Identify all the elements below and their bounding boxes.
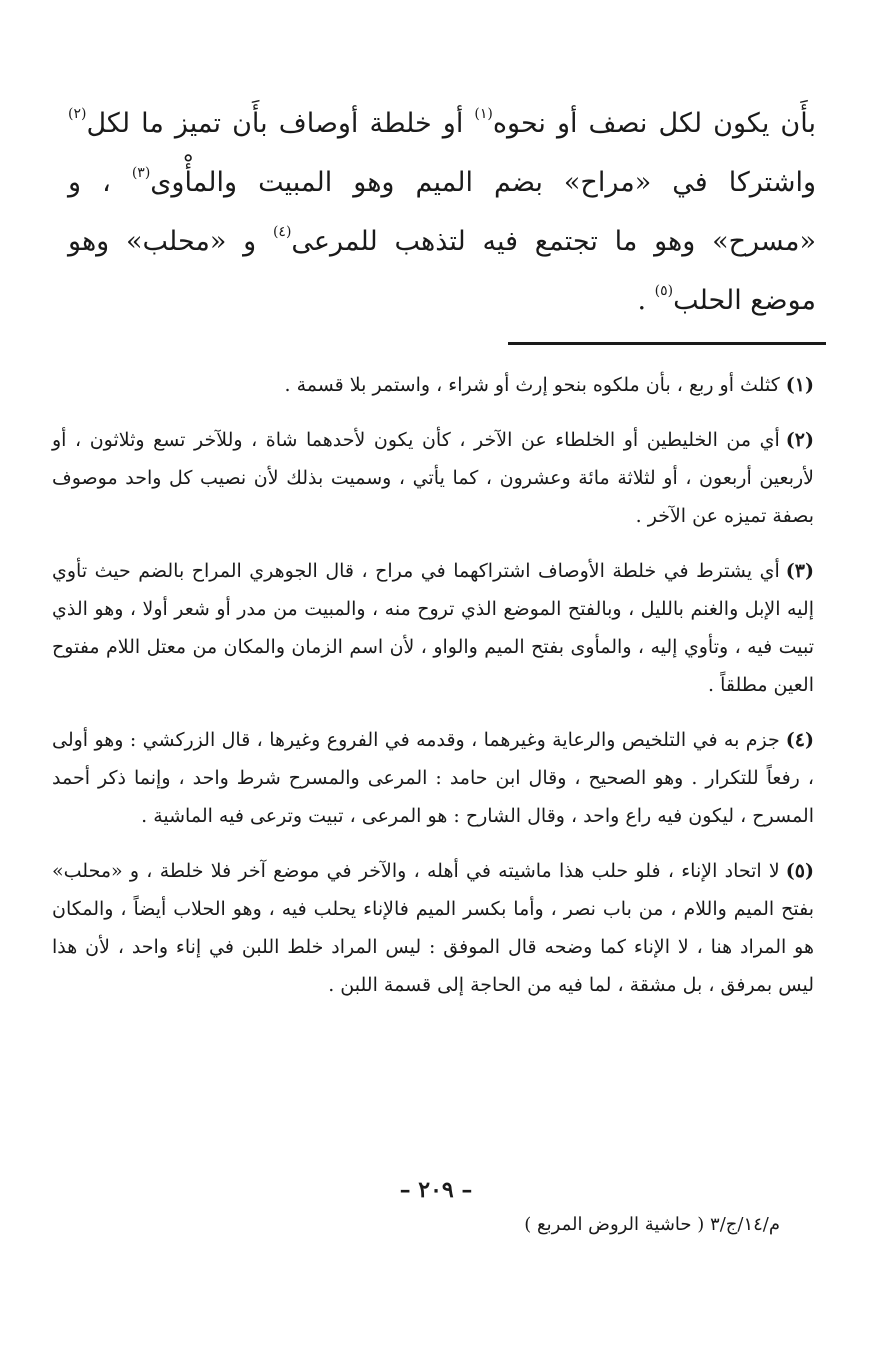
footnote-number: (٢): [785, 429, 814, 451]
footnote-text: لا اتحاد الإناء ، فلو حلب هذا ماشيته في أهله ، والآخر في موضع آخر فلا خلطة ، و «محلب» بفتح الميم واللام ، من باب نصر ، وأما بكسر الميم فالإناء يحلب فيه ، وهو الحلاب أيضاً ، والمكان هو المراد هنا ، لا الإناء كما وضحه قال الموفق : ليس المراد خلط اللبن في إناء واحد ، لأن هذا ليس بمرفق ، بل مشقة ، لما فيه من الحاجة إلى قسمة اللبن .: [52, 860, 814, 996]
footnote-text: جزم به في التلخيص والرعاية وغيرهما ، وقدمه في الفروع وغيرها ، قال الزركشي : وهو أولى ، رفعاً للتكرار . وهو الصحيح ، وقال ابن حامد : المرعى والمسرح شرط واحد ، وإنما ذكر أحمد المسرح ، ليكون فيه راع واحد ، وقال الشارح : هو المرعى ، تبيت وترعى فيه الماشية .: [52, 729, 814, 827]
footnote-4: [52, 721, 814, 835]
footnote-1: [52, 366, 814, 404]
main-text-segment: .: [637, 285, 647, 316]
footnote-3: [52, 552, 814, 704]
main-text-segment: أو خلطة أوصاف بأَن تميز ما لكل: [86, 108, 464, 139]
footnote-number: (٣): [785, 560, 814, 582]
main-paragraph: [68, 94, 816, 330]
main-text: [68, 94, 816, 330]
footnote-text: أي من الخليطين أو الخلطاء عن الآخر ، كأن يكون لأحدهما شاة ، وللآخر تسع وثلاثون ، أو لأربعين أربعون ، أو لثلاثة مائة وعشرون ، كما يأتي ، وسميت بذلك لأن نصيب كل واحد موصوف بصفة تميزه عن الآخر .: [52, 429, 814, 527]
page-number: – ٢٠٩ –: [399, 1177, 473, 1203]
footnote-number: (٤): [785, 729, 814, 751]
main-text-segment: بأَن يكون لكل نصف أو نحوه: [492, 108, 816, 139]
footnotes: [52, 366, 814, 1021]
footnote-ref-5: (٥): [654, 283, 674, 299]
main-text-segment: و «محلب» وهو موضع الحلب: [68, 226, 816, 316]
footnote-2: [52, 421, 814, 535]
footnote-ref-3: (٣): [131, 165, 151, 181]
main-text-segment: واشتركا في «مراح» بضم الميم وهو المبيت والمأْوى: [150, 167, 816, 198]
footnote-ref-4: (٤): [272, 224, 292, 240]
footnote-text: كثلث أو ربع ، بأن ملكوه بنحو إرث أو شراء ، واستمر بلا قسمة .: [284, 374, 780, 396]
footnote-number: (٥): [785, 860, 814, 882]
footnote-5: [52, 852, 814, 1004]
footnote-ref-1: (١): [474, 106, 493, 122]
main-text-segment: ، و «مسرح» وهو ما تجتمع فيه لتذهب للمرعى: [68, 167, 816, 257]
footnote-text: أي يشترط في خلطة الأوصاف اشتراكهما في مراح ، قال الجوهري المراح بالضم حيث تأوي إليه الإبل والغنم بالليل ، وبالفتح الموضع الذي تروح منه ، والمبيت من مدر أو شعر أولا ، وهو الذي تبيت فيه ، وتأوي إليه ، والمأوى بفتح الميم والواو ، لأن اسم الزمان والمكان من معتل اللام مفتوح العين مطلقاً .: [52, 560, 814, 696]
footnote-number: (١): [785, 374, 814, 396]
printer-signature: م/١٤/ج/٣ ( حاشية الروض المربع ): [524, 1214, 780, 1235]
footnote-separator: [508, 342, 826, 345]
footnote-ref-2: (٢): [68, 106, 87, 122]
